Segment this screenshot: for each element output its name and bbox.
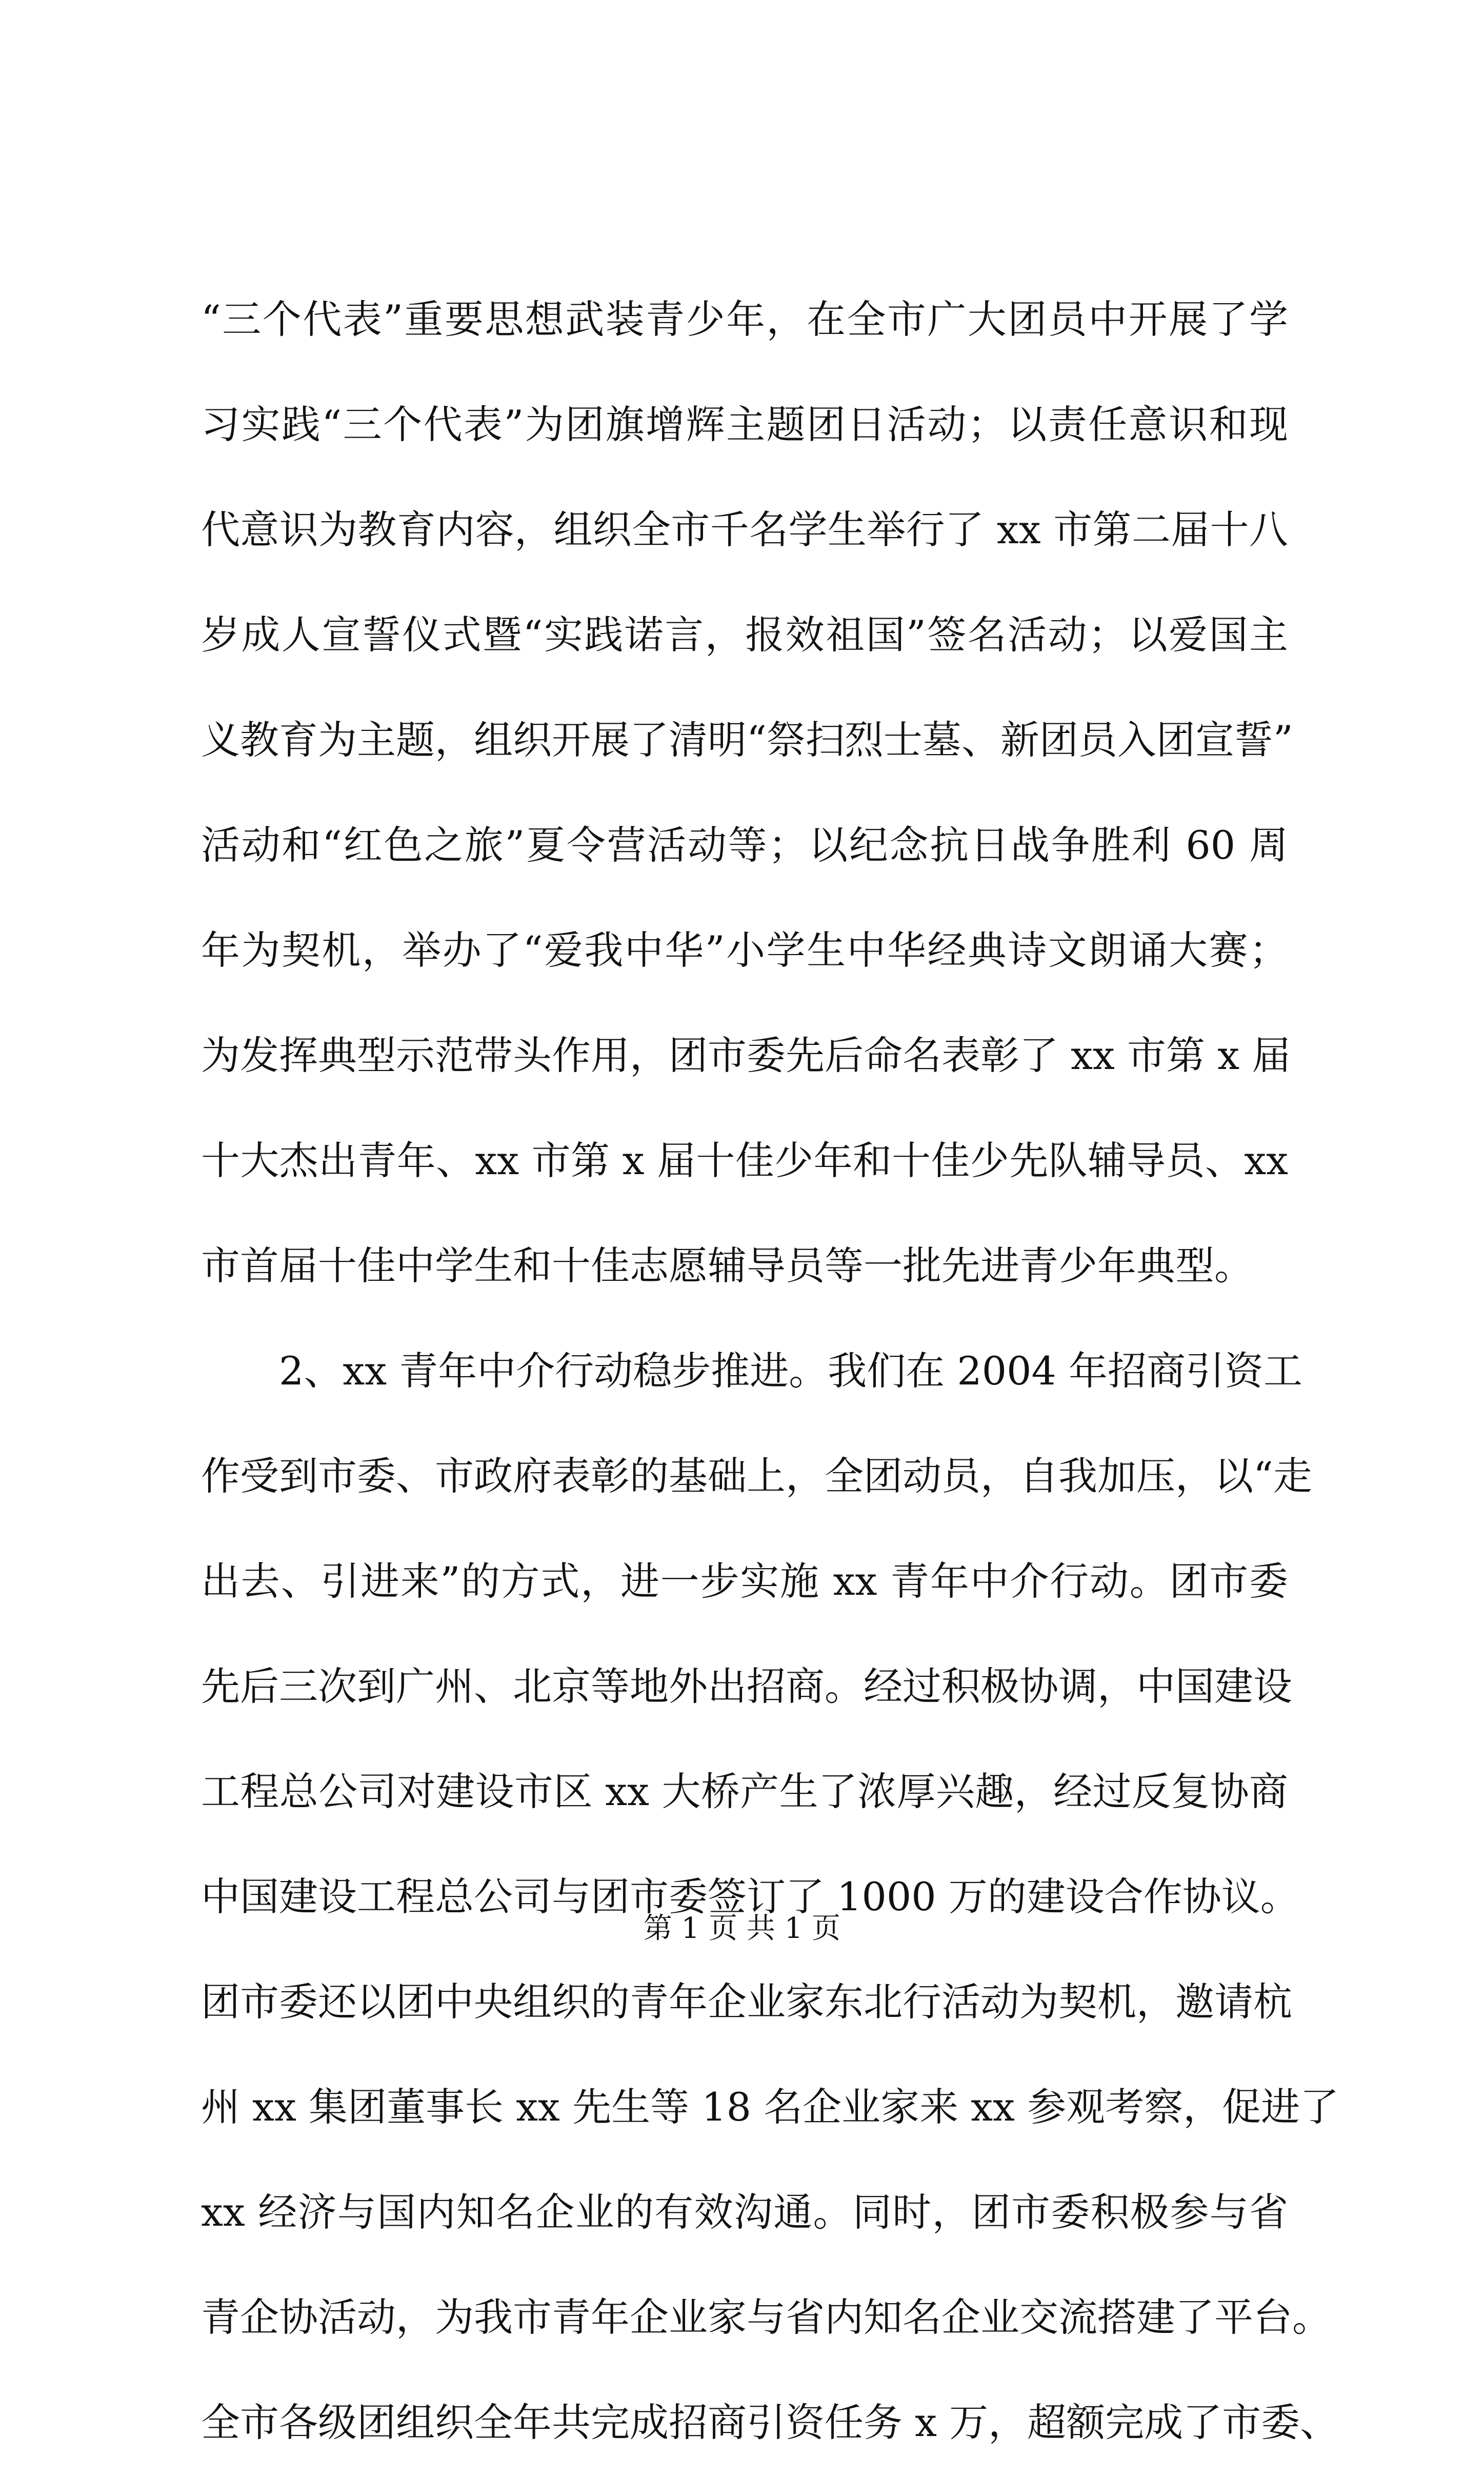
text-line: 市首届十佳中学生和十佳志愿辅导员等一批先进青少年典型。 bbox=[201, 1243, 1253, 1289]
text-line: 岁成人宣誓仪式暨“实践诺言，报效祖国”签名活动；以爱国主 bbox=[201, 612, 1288, 658]
text-line: xx 经济与国内知名企业的有效沟通。同时，团市委积极参与省 bbox=[201, 2189, 1288, 2235]
text-line: 十大杰出青年、xx 市第 x 届十佳少年和十佳少先队辅导员、xx bbox=[201, 1138, 1288, 1183]
text-line: 工程总公司对建设市区 xx 大桥产生了浓厚兴趣，经过反复协商 bbox=[201, 1769, 1288, 1814]
text-line: 代意识为教育内容，组织全市千名学生举行了 xx 市第二届十八 bbox=[201, 507, 1288, 552]
text-line: 习实践“三个代表”为团旗增辉主题团日活动；以责任意识和现 bbox=[201, 402, 1288, 447]
page-footer bbox=[0, 1908, 1484, 1949]
text-line: 中国建设工程总公司与团市委签订了 1000 万的建设合作协议。 bbox=[201, 1874, 1299, 1919]
text-line: 全市各级团组织全年共完成招商引资任务 x 万，超额完成了市委、 bbox=[201, 2400, 1339, 2445]
document-body bbox=[201, 267, 1339, 2475]
text-line: 义教育为主题，组织开展了清明“祭扫烈士墓、新团员入团宣誓” bbox=[201, 717, 1293, 763]
text-line: 州 xx 集团董事长 xx 先生等 18 名企业家来 xx 参观考察，促进了 bbox=[201, 2084, 1339, 2130]
page-number: 第 1 页 共 1 页 bbox=[643, 1912, 841, 1945]
text-line: 先后三次到广州、北京等地外出招商。经过积极协调，中国建设 bbox=[201, 1664, 1292, 1709]
text-line: 作受到市委、市政府表彰的基础上，全团动员，自我加压，以“走 bbox=[201, 1453, 1312, 1499]
text-line: 出去、引进来”的方式，进一步实施 xx 青年中介行动。团市委 bbox=[201, 1558, 1288, 1604]
text-line: 2、xx 青年中介行动稳步推进。我们在 2004 年招商引资工 bbox=[279, 1348, 1302, 1394]
text-line: 为发挥典型示范带头作用，团市委先后命名表彰了 xx 市第 x 届 bbox=[201, 1033, 1291, 1078]
text-line: “三个代表”重要思想武装青少年，在全市广大团员中开展了学 bbox=[201, 296, 1288, 342]
text-line: 活动和“红色之旅”夏令营活动等；以纪念抗日战争胜利 60 周 bbox=[201, 822, 1288, 868]
text-line: 团市委还以团中央组织的青年企业家东北行活动为契机，邀请杭 bbox=[201, 1979, 1292, 2025]
text-line: 年为契机，举办了“爱我中华”小学生中华经典诗文朗诵大赛； bbox=[201, 927, 1288, 973]
text-line: 青企协活动，为我市青年企业家与省内知名企业交流搭建了平台。 bbox=[201, 2294, 1331, 2340]
